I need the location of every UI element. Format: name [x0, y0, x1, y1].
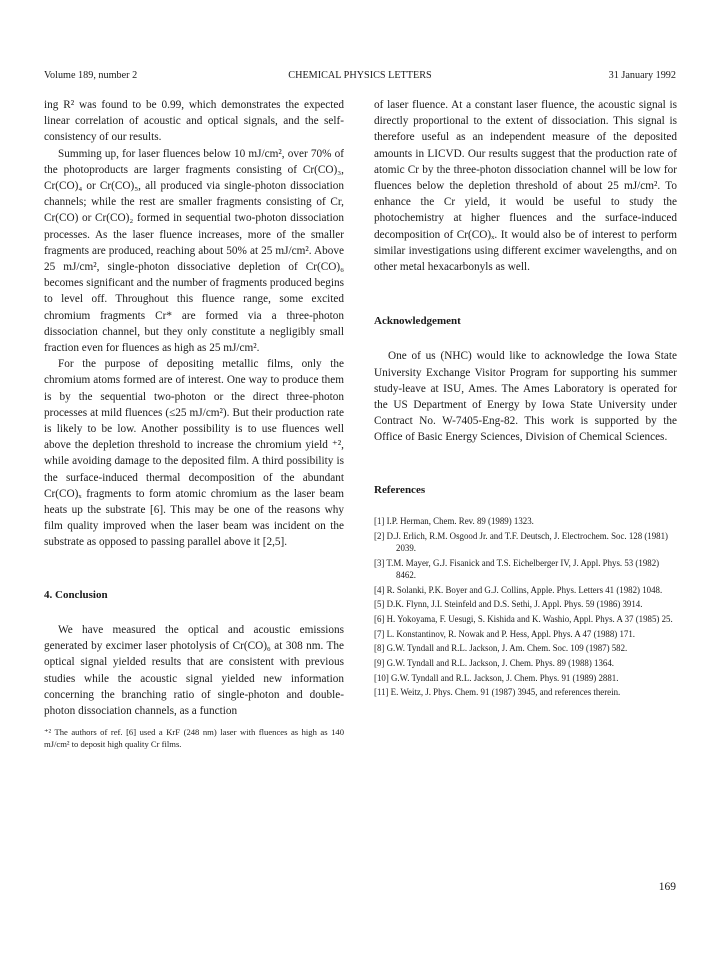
reference-item: [6] H. Yokoyama, F. Uesugi, S. Kishida and K. Washio, Appl. Phys. A 37 (1985) 25. [374, 613, 673, 624]
reference-item: [9] G.W. Tyndall and R.L. Jackson, J. Chem. Phys. 89 (1988) 1364. [374, 657, 614, 668]
section-heading-acknowledgement: Acknowledgement [374, 315, 461, 328]
paragraph: ing R² was found to be 0.99, which demonstrates the expected linear correlation of acoustic and optical signals, and the self-consistency of our results. [44, 99, 344, 144]
right-column [374, 97, 677, 701]
page-number: 169 [658, 881, 676, 893]
left-column [44, 97, 344, 750]
reference-item: [11] E. Weitz, J. Phys. Chem. 91 (1987) 3945, and references therein. [374, 687, 621, 698]
reference-item: [3] T.M. Mayer, G.J. Fisanick and T.S. Eichelberger IV, J. Appl. Phys. 53 (1982) 8462. [374, 557, 660, 580]
volume-label: Volume 189, number 2 [44, 70, 138, 81]
running-header [44, 70, 676, 84]
reference-item: [2] D.J. Erlich, R.M. Osgood Jr. and T.F. Deutsch, J. Electrochem. Soc. 128 (1981) 2039. [374, 530, 669, 553]
reference-item: [4] R. Solanki, P.K. Boyer and G.J. Collins, Apple. Phys. Letters 41 (1982) 1048. [374, 584, 663, 595]
reference-item: [5] D.K. Flynn, J.I. Steinfeld and D.S. Sethi, J. Appl. Phys. 59 (1986) 3914. [374, 599, 643, 610]
paragraph: of laser fluence. At a constant laser fluence, the acoustic signal is directly proportional to the extent of dissociation. This signal is therefore useful as an independent measure of the deposited amounts in LICVD. Our results suggest that the production rate of atomic Cr by the three-photon dissociation channel will be low for fluences below the depletion threshold of about 25 mJ/cm². To enhance the Cr yield, it would be useful to study the photochemistry at higher fluences and the surface-induced decomposition of Cr(CO)ₓ. It would also be of interest to perform similar investigations using different excimer wavelengths, and on other metal hexacarbonyls as well. [374, 99, 677, 274]
section-heading-conclusion: 4. Conclusion [44, 588, 108, 601]
paragraph: For the purpose of depositing metallic films, only the chromium atoms formed are of interest. One way to produce them is by the sequential two-photon or the direct three-photon processes at mild fluences (≤25 mJ/cm²). But their production rate is likely to be low. Another possibility is to use fluences well above the depletion threshold to increase the chromium yield ⁺², while avoiding damage to the deposited film. A third possibility is the surface-induced thermal decomposition of the abundant Cr(CO)ₓ fragments to form atomic chromium as the laser beam heats up the substrate [6]. This may be one of the reasons why film quality improved when the laser beam was incident on the substrate as opposed to passing parallel above it [2,5]. [44, 358, 344, 549]
reference-item: [1] I.P. Herman, Chem. Rev. 89 (1989) 1323. [374, 515, 534, 526]
paragraph: We have measured the optical and acoustic emissions generated by excimer laser photolysis of Cr(CO)₆ at 308 nm. The optical signal yielded results that are consistent with previous studies while the acoustic signal yielded new information concerning the branching ratio of single-photon and double-photon dissociation channels, as a function [44, 623, 344, 717]
reference-item: [7] L. Konstantinov, R. Nowak and P. Hess, Appl. Phys. A 47 (1988) 171. [374, 628, 635, 639]
acknowledgement-text: One of us (NHC) would like to acknowledge the Iowa State University Exchange Visitor Program for supporting his summer study-leave at ISU, Ames. The Ames Laboratory is operated for the US Department of Energy by Iowa State University under Contract No. W-7405-Eng-82. This work is supported by the Office of Basic Energy Sciences, Division of Chemical Sciences. [374, 350, 677, 444]
section-heading-references: References [374, 483, 426, 496]
journal-title: CHEMICAL PHYSICS LETTERS [288, 70, 432, 81]
footnote: ⁺² The authors of ref. [6] used a KrF (248 nm) laser with fluences as high as 140 mJ/cm² to deposit high quality Cr films. [44, 727, 344, 749]
reference-item: [8] G.W. Tyndall and R.L. Jackson, J. Am. Chem. Soc. 109 (1987) 582. [374, 643, 628, 654]
issue-date: 31 January 1992 [608, 70, 676, 81]
paragraph: Summing up, for laser fluences below 10 mJ/cm², over 70% of the photoproducts are larger fragments consisting of Cr(CO)₃, Cr(CO)₄ or Cr(CO)₅, all produced via single-photon dissociation channels; while the rest are smaller fragments consisting of Cr, Cr(CO) or Cr(CO)₂ formed in sequential two-photon dissociation processes. As the laser fluence increases, more of the smaller fragments are produced, reaching about 50% at 25 mJ/cm². Above 25 mJ/cm², single-photon dissociative depletion of Cr(CO)₆ becomes significant and the number of fragments produced begins to level off. Throughout this fluence range, some excited chromium fragments Cr* are formed via a three-photon dissociation channel, but they only constitute a negligibly small fraction even for fluences as high as 25 mJ/cm². [44, 147, 344, 355]
reference-list [374, 515, 677, 699]
reference-item: [10] G.W. Tyndall and R.L. Jackson, J. Chem. Phys. 91 (1989) 2881. [374, 672, 619, 683]
